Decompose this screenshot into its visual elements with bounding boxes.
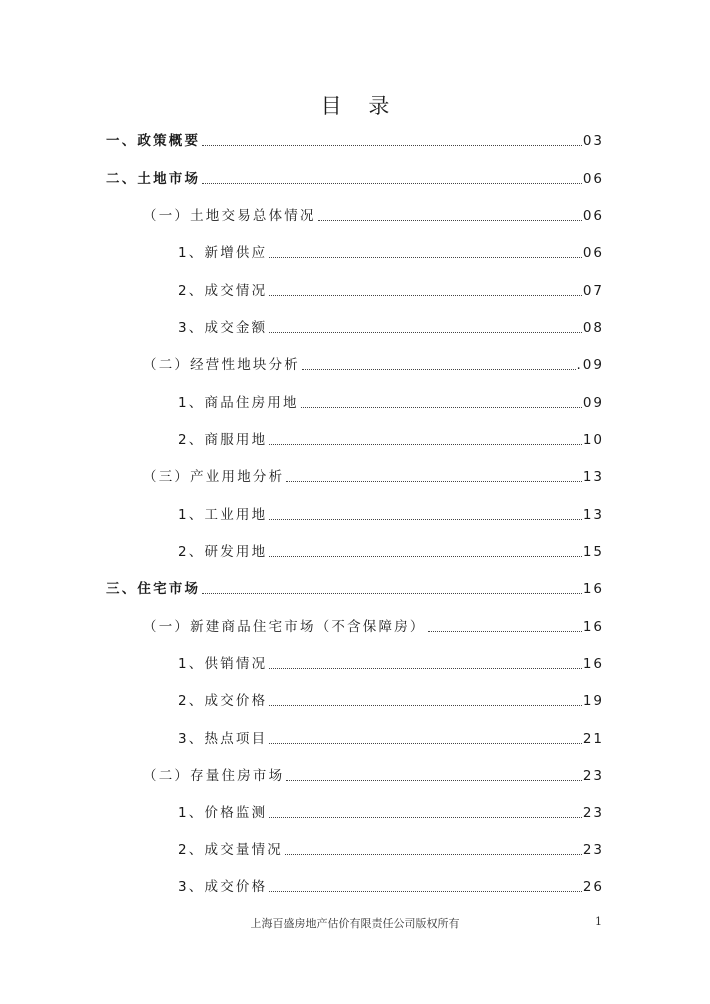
toc-entry-label: 1、价格监测: [178, 805, 268, 821]
toc-entry[interactable]: [178, 803, 604, 823]
toc-entry[interactable]: [178, 877, 604, 897]
dot-leader: [286, 481, 582, 482]
toc-entry[interactable]: [178, 505, 604, 525]
dot-leader: [202, 593, 582, 594]
dot-leader: [286, 780, 582, 781]
dot-leader: [269, 891, 582, 892]
toc-entry-page: 15: [582, 544, 604, 560]
dot-leader: [202, 145, 582, 146]
toc-entry-page: 07: [582, 283, 604, 299]
toc-entry[interactable]: [178, 542, 604, 562]
dot-leader: [269, 444, 582, 445]
toc-entry[interactable]: [143, 206, 604, 226]
dot-leader: [269, 705, 582, 706]
toc-entry[interactable]: [106, 579, 604, 599]
toc-entry-label: （二）经营性地块分析: [143, 357, 300, 373]
toc-entry[interactable]: [178, 318, 604, 338]
toc-entry[interactable]: [143, 617, 604, 637]
footer-copyright: 上海百盛房地产估价有限责任公司版权所有: [250, 917, 460, 930]
toc-entry-page: 09: [582, 395, 604, 411]
toc-entry-page: 23: [582, 842, 604, 858]
toc-entry-label: 二、土地市场: [106, 171, 201, 187]
toc-entry-label: （三）产业用地分析: [143, 469, 285, 485]
toc-entry-label: 1、商品住房用地: [178, 395, 299, 411]
toc-entry[interactable]: [106, 131, 604, 151]
toc-entry-label: 3、热点项目: [178, 731, 268, 747]
toc-entry[interactable]: [178, 691, 604, 711]
toc-entry-page: 16: [582, 656, 604, 672]
toc-entry[interactable]: [178, 729, 604, 749]
toc-entry-label: 3、成交价格: [178, 879, 268, 895]
toc-entry-label: 2、研发用地: [178, 544, 268, 560]
toc-entry-page: 13: [582, 507, 604, 523]
toc-entry-page: 08: [582, 320, 604, 336]
toc-entry-page: 10: [582, 432, 604, 448]
toc-entry-label: 1、新增供应: [178, 245, 268, 261]
toc-entry-label: 1、供销情况: [178, 656, 268, 672]
toc-entry-page: 21: [582, 731, 604, 747]
dot-leader: [269, 332, 582, 333]
page-number: 1: [595, 915, 602, 928]
dot-leader: [301, 407, 582, 408]
page-title: 目 录: [320, 94, 400, 118]
dot-leader: [428, 631, 582, 632]
toc-entry[interactable]: [143, 467, 604, 487]
toc-entry-page: 16: [582, 581, 604, 597]
toc-entry-page: 13: [582, 469, 604, 485]
dot-leader: [302, 369, 576, 370]
toc-entry[interactable]: [178, 393, 604, 413]
dot-leader: [269, 295, 582, 296]
toc-entry-label: 1、工业用地: [178, 507, 268, 523]
toc-entry-page: 06: [582, 171, 604, 187]
dot-leader: [269, 668, 582, 669]
toc-entry-label: 2、商服用地: [178, 432, 268, 448]
toc-entry[interactable]: [178, 281, 604, 301]
toc-entry[interactable]: [106, 169, 604, 189]
toc-entry-label: 一、政策概要: [106, 133, 201, 149]
dot-leader: [285, 854, 582, 855]
dot-leader: [269, 743, 582, 744]
toc-entry-page: 23: [582, 805, 604, 821]
toc-entry[interactable]: [178, 840, 604, 860]
toc-entry-page: 23: [582, 768, 604, 784]
toc-entry-label: 2、成交价格: [178, 693, 268, 709]
toc-entry-page: .09: [576, 357, 604, 373]
toc-entry-page: 16: [582, 619, 604, 635]
dot-leader: [269, 257, 582, 258]
dot-leader: [269, 556, 582, 557]
dot-leader: [202, 183, 582, 184]
dot-leader: [318, 220, 582, 221]
toc-entry[interactable]: [143, 355, 604, 375]
toc-entry[interactable]: [178, 654, 604, 674]
toc-entry-page: 26: [582, 879, 604, 895]
toc-entry-label: （一）新建商品住宅市场（不含保障房）: [143, 619, 426, 635]
toc-entry-label: （二）存量住房市场: [143, 768, 285, 784]
toc-entry-page: 06: [582, 245, 604, 261]
toc-entry[interactable]: [143, 766, 604, 786]
toc-entry-page: 06: [582, 208, 604, 224]
dot-leader: [269, 817, 582, 818]
toc-entry[interactable]: [178, 430, 604, 450]
toc-entry-label: （一）土地交易总体情况: [143, 208, 316, 224]
toc-entry-page: 03: [582, 133, 604, 149]
toc-entry-page: 19: [582, 693, 604, 709]
toc-entry[interactable]: [178, 243, 604, 263]
dot-leader: [269, 519, 582, 520]
toc-entry-label: 2、成交量情况: [178, 842, 283, 858]
toc-entry-label: 2、成交情况: [178, 283, 268, 299]
toc-entry-label: 3、成交金额: [178, 320, 268, 336]
toc-entry-label: 三、住宅市场: [106, 581, 201, 597]
